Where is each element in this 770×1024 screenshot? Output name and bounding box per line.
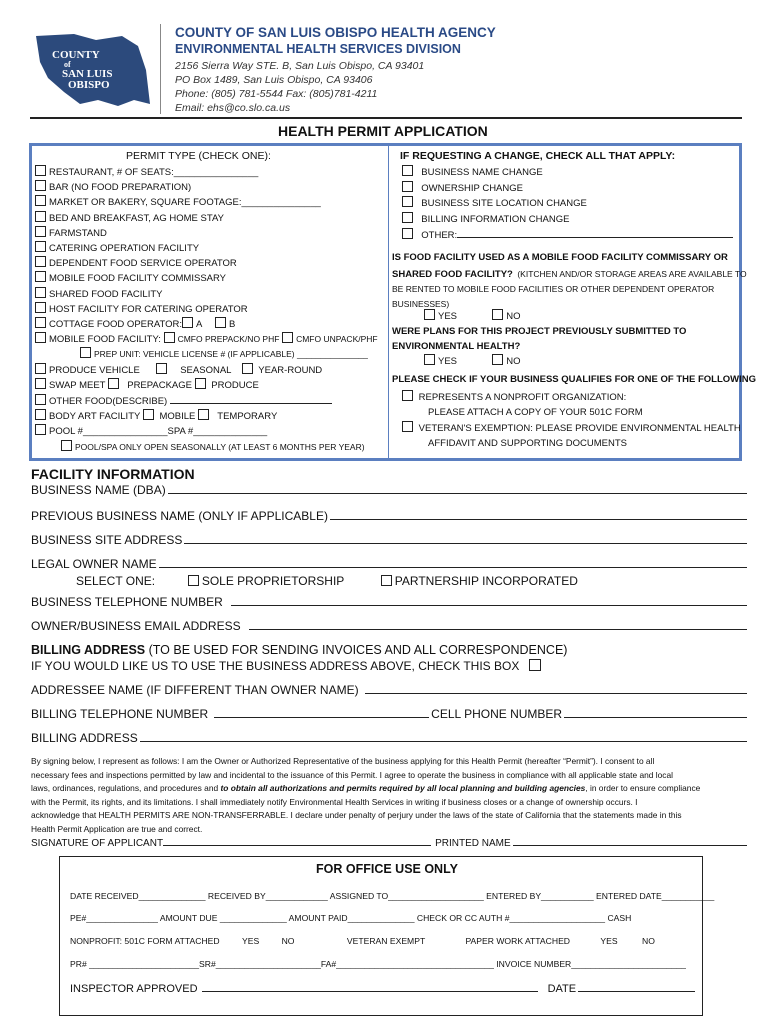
prep-unit-label: PREP UNIT: VEHICLE LICENSE # (IF APPLICABLE) _______________ (94, 349, 368, 360)
permit-item-label: CATERING OPERATION FACILITY (49, 243, 200, 255)
business-telephone-label: BUSINESS TELEPHONE NUMBER (31, 595, 223, 609)
mobile-food-row (35, 332, 378, 347)
inspector-approved-label: INSPECTOR APPROVED (70, 983, 198, 995)
produce-vehicle-label: PRODUCE VEHICLE (49, 364, 140, 376)
facility-heading: FACILITY INFORMATION (31, 466, 195, 482)
permit-item-label: RESTAURANT, # OF SEATS:________________ (49, 167, 259, 178)
body-art-row (35, 409, 378, 424)
permit-item[interactable] (35, 271, 378, 286)
permit-item-label: DEPENDENT FOOD SERVICE OPERATOR (49, 258, 237, 270)
agency-address-1: 2156 Sierra Way STE. B, San Luis Obispo, CA 93401 (175, 60, 425, 72)
division-name: ENVIRONMENTAL HEALTH SERVICES DIVISION (175, 42, 461, 56)
nonprofit-label: REPRESENTS A NONPROFIT ORGANIZATION: (418, 392, 627, 403)
signature-label: SIGNATURE OF APPLICANT (31, 838, 164, 849)
addressee-label: ADDRESSEE NAME (IF DIFFERENT THAN OWNER NAME) (31, 683, 359, 697)
office-row-4: PR# _______________________SR#______________________FA#_________________________________ INVOICE NUMBER________________________ (70, 959, 686, 969)
office-paperwork-yes: YES (600, 936, 618, 946)
plans-no-label: NO (506, 356, 521, 367)
change-item-label: OWNERSHIP CHANGE (421, 182, 523, 194)
logo-line-1: COUNTY (52, 49, 100, 61)
legal-owner-field[interactable] (31, 557, 747, 571)
office-row-3 (70, 936, 655, 946)
change-item[interactable] (402, 165, 733, 181)
veteran-label: VETERAN'S EXEMPTION: PLEASE PROVIDE ENVIRONMENTAL HEALTH (418, 423, 741, 434)
commissary-yes-checkbox[interactable] (424, 309, 435, 320)
mobile-label: MOBILE FOOD FACILITY: (49, 334, 161, 346)
agency-address-2: PO Box 1489, San Luis Obispo, CA 93406 (175, 74, 373, 86)
form-title: HEALTH PERMIT APPLICATION (278, 123, 488, 139)
legal-line-2: necessary fees and inspections permitted by law and incidental to the issuance of this Permit. I agree to operate the business in compliance with all applicable state and local (31, 769, 673, 780)
other-food-line[interactable] (170, 393, 332, 404)
pool-seasonal-label: POOL/SPA ONLY OPEN SEASONALLY (AT LEAST 6 MONTHS PER YEAR) (75, 441, 365, 452)
legal-owner-label: LEGAL OWNER NAME (31, 557, 157, 571)
select-one-label: SELECT ONE: (76, 574, 156, 588)
body-art-mobile-checkbox[interactable] (143, 409, 154, 420)
billing-address-label: BILLING ADDRESS (31, 731, 138, 745)
commissary-yes-label: YES (438, 311, 458, 322)
plans-yes-checkbox[interactable] (424, 354, 435, 365)
logo-line-3: SAN LUIS (62, 68, 113, 80)
cmfo-unpack-label: CMFO UNPACK/PHF (296, 334, 378, 345)
other-food-checkbox[interactable] (35, 394, 46, 405)
year-round-label: YEAR-ROUND (258, 364, 323, 376)
swap-meet-checkbox[interactable] (35, 378, 46, 389)
change-list (402, 165, 733, 244)
billing-heading-note: (TO BE USED FOR SENDING INVOICES AND ALL CORRESPONDENCE) (148, 643, 568, 657)
other-food-row (35, 393, 378, 409)
site-address-label: BUSINESS SITE ADDRESS (31, 533, 183, 547)
previous-name-label: PREVIOUS BUSINESS NAME (ONLY IF APPLICABLE) (31, 509, 328, 523)
permit-type-heading: PERMIT TYPE (CHECK ONE): (126, 150, 271, 162)
change-item-label: BUSINESS SITE LOCATION CHANGE (421, 198, 587, 209)
office-paperwork-label: PAPER WORK ATTACHED (465, 936, 571, 946)
legal-line-3c: , in order to ensure compliance (585, 783, 701, 793)
logo-line-2: of (64, 60, 71, 69)
permit-item-label: MARKET OR BAKERY, SQUARE FOOTAGE:_______________ (49, 197, 321, 209)
commissary-note-3: BUSINESSES) (392, 298, 450, 309)
qualifies-heading: PLEASE CHECK IF YOUR BUSINESS QUALIFIES FOR ONE OF THE FOLLOWING (392, 374, 757, 385)
body-art-checkbox[interactable] (35, 409, 46, 420)
signature-line[interactable] (163, 844, 431, 846)
permit-item[interactable] (35, 241, 378, 256)
legal-line-4: with the Permit, its rights, and its limitations. I shall immediately notify Environmental Health Services in writing if business closes or a change of ownership occurs. I (31, 796, 638, 807)
permit-item[interactable] (35, 211, 378, 226)
cell-phone-label: CELL PHONE NUMBER (431, 707, 563, 721)
produce-vehicle-row (35, 363, 378, 378)
office-row-2: PE#_______________ AMOUNT DUE ______________ AMOUNT PAID______________ CHECK OR CC AUTH #____________________ CASH (70, 913, 632, 923)
office-nonprofit-yes: YES (242, 936, 260, 946)
legal-line-6: Health Permit Application are true and correct. (31, 823, 203, 834)
swap-meet-label: SWAP MEET (49, 379, 106, 391)
office-heading: FOR OFFICE USE ONLY (316, 862, 458, 876)
other-change-line[interactable] (457, 227, 733, 238)
business-name-label: BUSINESS NAME (DBA) (31, 483, 166, 497)
partnership-label: PARTNERSHIP INCORPORATED (394, 574, 578, 588)
sole-proprietorship-label: SOLE PROPRIETORSHIP (201, 574, 345, 588)
office-veteran-label: VETERAN EXEMPT (346, 936, 426, 946)
change-item-label: BUSINESS NAME CHANGE (421, 167, 543, 178)
permit-item-label: HOST FACILITY FOR CATERING OPERATOR (49, 303, 248, 315)
prepackage-checkbox[interactable] (108, 378, 119, 389)
legal-statement (31, 755, 747, 836)
prep-unit-checkbox[interactable] (80, 347, 91, 358)
change-item-label: OTHER: (421, 230, 458, 241)
commissary-question (392, 251, 747, 311)
permit-item[interactable] (35, 287, 378, 302)
body-art-label: BODY ART FACILITY (49, 411, 141, 423)
office-date-label: DATE (547, 983, 577, 995)
year-round-checkbox[interactable] (242, 363, 253, 374)
plans-yes-label: YES (438, 356, 458, 367)
office-nonprofit-no: NO (281, 936, 295, 946)
change-item[interactable] (402, 196, 733, 212)
other-food-label: OTHER FOOD(DESCRIBE) (49, 396, 168, 408)
billing-heading: BILLING ADDRESS (31, 643, 146, 657)
commissary-question-line-2: SHARED FOOD FACILITY? (392, 268, 513, 280)
cmfo-unpack-checkbox[interactable] (282, 332, 293, 343)
permit-item[interactable] (35, 195, 378, 210)
plans-question (392, 325, 686, 354)
permit-item[interactable] (35, 180, 378, 195)
billing-phone-field[interactable] (31, 707, 747, 721)
inspector-line[interactable] (202, 990, 538, 992)
commissary-note-2: BE RENTED TO MOBILE FOOD FACILITIES OR OTHER DEPENDENT OPERATOR (392, 284, 715, 294)
partnership-checkbox[interactable] (381, 575, 392, 586)
office-row-5 (70, 983, 695, 995)
owner-email-field[interactable] (31, 619, 747, 633)
sole-proprietorship-checkbox[interactable] (188, 575, 199, 586)
body-art-temporary-label: TEMPORARY (217, 411, 278, 423)
previous-name-field[interactable] (31, 509, 747, 523)
legal-line-3 (31, 782, 747, 796)
permit-item[interactable] (35, 256, 378, 271)
commissary-no-checkbox[interactable] (492, 309, 503, 320)
commissary-yes-no (424, 309, 521, 322)
body-art-temporary-checkbox[interactable] (198, 409, 209, 420)
plans-question-line-2: ENVIRONMENTAL HEALTH? (392, 340, 521, 352)
veteran-checkbox[interactable] (402, 421, 413, 432)
billing-address-field[interactable] (31, 731, 747, 745)
office-row-1: DATE RECEIVED______________ RECEIVED BY_____________ ASSIGNED TO____________________ ENTERED BY___________ ENTERED DATE___________ (70, 891, 715, 901)
nonprofit-checkbox[interactable] (402, 390, 413, 401)
seasonal-label: SEASONAL (180, 364, 232, 376)
agency-email: Email: ehs@co.slo.ca.us (175, 102, 291, 114)
plans-question-line-1: WERE PLANS FOR THIS PROJECT PREVIOUSLY SUBMITTED TO (392, 326, 687, 337)
ownership-select (76, 574, 578, 588)
legal-line-1: By signing below, I represent as follows: I am the Owner or Authorized Representative of the business applying for this Health Permit (hereafter “Permit”). I consent to all (31, 756, 655, 766)
business-telephone-field[interactable] (31, 595, 747, 609)
logo-line-4: OBISPO (68, 79, 110, 91)
produce-checkbox[interactable] (195, 378, 206, 389)
permit-box-divider (388, 146, 389, 458)
cmfo-prepack-checkbox[interactable] (164, 332, 175, 343)
cottage-label: COTTAGE FOOD OPERATOR: (49, 319, 183, 331)
same-address-label: IF YOU WOULD LIKE US TO USE THE BUSINESS ADDRESS ABOVE, CHECK THIS BOX (31, 659, 520, 673)
nonprofit-note: PLEASE ATTACH A COPY OF YOUR 501C FORM (428, 407, 643, 418)
body-art-mobile-label: MOBILE (159, 411, 196, 423)
signature-row (31, 838, 747, 849)
pool-checkbox[interactable] (35, 424, 46, 435)
cmfo-prepack-label: CMFO PREPACK/NO PHF (177, 334, 280, 345)
plans-yes-no (424, 354, 521, 367)
business-name-field[interactable] (31, 483, 747, 497)
veteran-note: AFFIDAVIT AND SUPPORTING DOCUMENTS (428, 438, 627, 449)
plans-no-checkbox[interactable] (492, 354, 503, 365)
header-divider (160, 24, 161, 114)
printed-name-line[interactable] (513, 844, 747, 846)
title-rule (30, 117, 742, 119)
pool-seasonal-row (35, 440, 378, 455)
permit-item-label: BAR (NO FOOD PREPARATION) (49, 182, 192, 194)
owner-email-label: OWNER/BUSINESS EMAIL ADDRESS (31, 619, 241, 633)
commissary-no-label: NO (506, 311, 521, 322)
swap-meet-row (35, 378, 378, 393)
commissary-question-line-1: IS FOOD FACILITY USED AS A MOBILE FOOD FACILITY COMMISSARY OR (392, 252, 728, 263)
permit-item-label: SHARED FOOD FACILITY (49, 288, 163, 300)
veteran-row (402, 421, 741, 451)
change-item[interactable] (402, 181, 733, 197)
nonprofit-row (402, 390, 643, 420)
permit-item-label: MOBILE FOOD FACILITY COMMISSARY (49, 273, 227, 285)
agency-phone: Phone: (805) 781-5544 Fax: (805)781-4211 (175, 88, 378, 100)
office-nonprofit-label: NONPROFIT: 501C FORM ATTACHED (70, 936, 220, 946)
same-address-checkbox[interactable] (529, 659, 541, 671)
cottage-food-row (35, 317, 378, 332)
site-address-field[interactable] (31, 533, 747, 547)
legal-line-3b: to obtain all authorizations and permits required by all local planning and building agencies (220, 783, 586, 793)
permit-item-label: FARMSTAND (49, 227, 107, 239)
permit-type-list (35, 165, 378, 455)
cottage-a-checkbox[interactable] (182, 317, 193, 328)
permit-item[interactable] (35, 165, 378, 180)
change-item-label: BILLING INFORMATION CHANGE (421, 213, 570, 225)
office-date-line[interactable] (578, 990, 695, 992)
permit-item-label: BED AND BREAKFAST, AG HOME STAY (49, 212, 224, 224)
cottage-b-label: B (229, 319, 236, 331)
billing-heading-row (31, 643, 567, 657)
permit-item[interactable] (35, 226, 378, 241)
cottage-checkbox[interactable] (35, 317, 46, 328)
printed-name-label: PRINTED NAME (435, 838, 511, 849)
pool-label: POOL #________________SPA #______________ (49, 426, 268, 438)
produce-label: PRODUCE (211, 379, 259, 391)
legal-line-5: acknowledge that HEALTH PERMITS ARE NON-TRANSFERRABLE. I declare under penalty of perjury under the laws of the state of California that the statements made in this (31, 810, 682, 820)
change-heading: IF REQUESTING A CHANGE, CHECK ALL THAT APPLY: (400, 150, 676, 162)
mobile-checkbox[interactable] (35, 332, 46, 343)
agency-name: COUNTY OF SAN LUIS OBISPO HEALTH AGENCY (175, 25, 496, 40)
agency-logo (34, 30, 152, 110)
billing-phone-label: BILLING TELEPHONE NUMBER (31, 707, 209, 721)
permit-item[interactable] (35, 302, 378, 317)
addressee-field[interactable] (31, 683, 747, 697)
change-item[interactable] (402, 227, 733, 244)
legal-line-3a: laws, ordinances, regulations, and procedures and (31, 783, 221, 793)
pool-row (35, 424, 378, 439)
billing-phone-line[interactable] (214, 716, 429, 718)
same-address-row (31, 659, 544, 673)
office-paperwork-no: NO (642, 936, 655, 946)
pool-seasonal-checkbox[interactable] (61, 440, 72, 451)
commissary-note-1: (KITCHEN AND/OR STORAGE AREAS ARE AVAILABLE TO (517, 268, 747, 279)
cottage-a-label: A (196, 319, 202, 331)
prepackage-label: PREPACKAGE (127, 379, 192, 391)
seasonal-checkbox[interactable] (156, 363, 167, 374)
change-item[interactable] (402, 212, 733, 228)
prep-unit-row (35, 347, 378, 362)
produce-vehicle-checkbox[interactable] (35, 363, 46, 374)
cottage-b-checkbox[interactable] (215, 317, 226, 328)
